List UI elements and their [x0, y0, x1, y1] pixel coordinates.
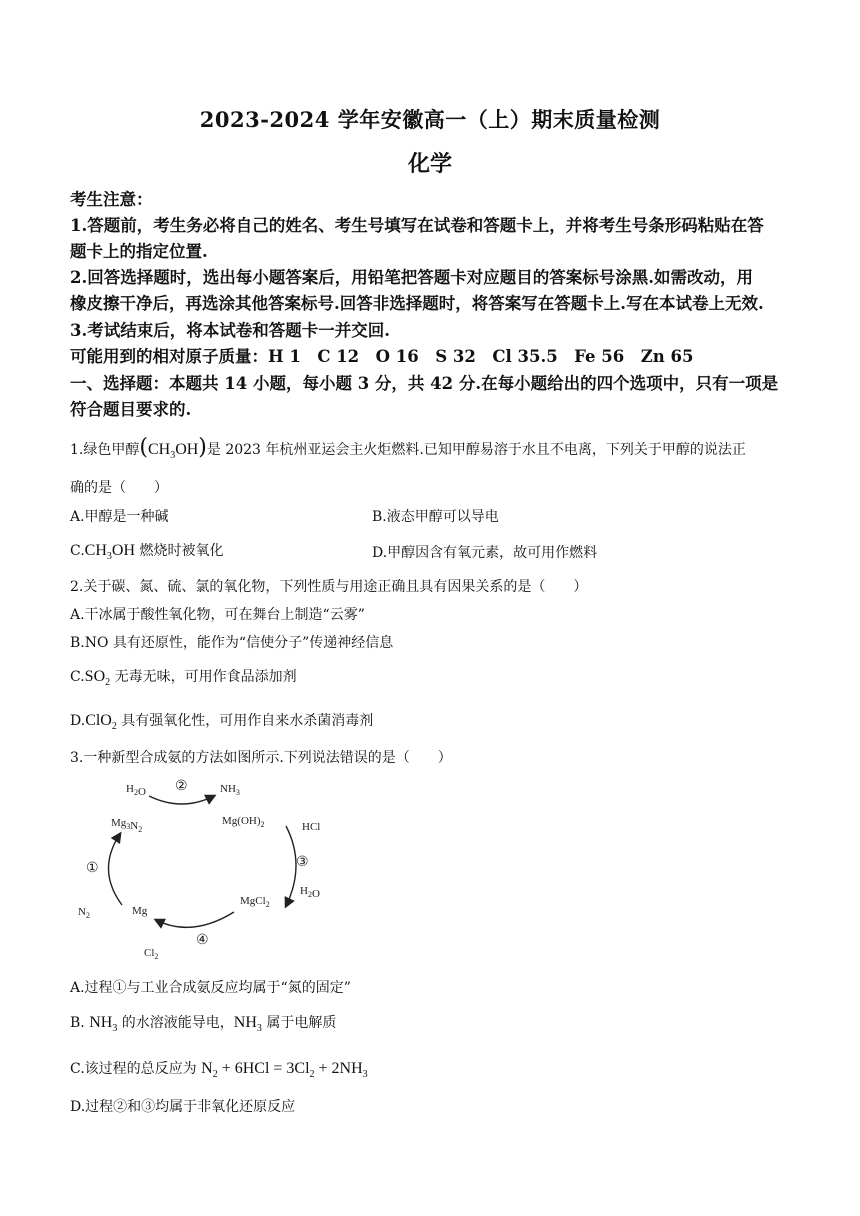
label-mgoh2: $Mg(OH)_2$: [222, 815, 265, 829]
q2-option-a: A.干冰属于酸性氧化物，可在舞台上制造“云雾”: [70, 607, 365, 623]
q3-option-c-equation: $N_2 + 6HCl = 3Cl_2 + 2NH_3$: [201, 1060, 368, 1080]
notice-item-2-line-2: 橡皮擦干净后，再选涂其他答案标号.回答非选择题时，将答案写在答题卡上.写在本试卷上无效.: [70, 294, 764, 313]
label-hcl: HCl: [302, 821, 321, 833]
q1-option-d: D.甲醇因含有氧元素，故可用作燃料: [372, 545, 598, 561]
atomic-mass-line: 可能用到的相对原子质量：H 1 C 12 O 16 S 32 Cl 35.5 Fe 56 Zn 65: [70, 347, 694, 366]
q2-option-d: D.ClO$_2$ 具有强氧化性，可用作自来水杀菌消毒剂: [70, 712, 374, 732]
label-mgcl2: MgCl$_2$: [240, 895, 270, 909]
q2-option-c: $C.SO_2$ 无毒无味，可用作食品添加剂: [70, 668, 297, 688]
label-step-4: ④: [196, 933, 209, 948]
label-cl2: $Cl_2$: [144, 947, 159, 961]
q3-option-b: B. $NH_3$ 的水溶液能导电，$NH_3$ 属于电解质: [70, 1014, 337, 1034]
step2-arrow: [149, 796, 214, 804]
step3-arrow: [286, 826, 296, 906]
q1-stem-prefix: 1.绿色甲醇: [70, 442, 140, 458]
section-1-line-1: 一、选择题：本题共 14 小题，每小题 3 分，共 42 分.在每小题给出的四个选项中，只有一项是: [70, 374, 779, 393]
label-n2: $N_2$: [78, 906, 90, 920]
label-step-1: ①: [86, 861, 99, 876]
subject-title: 化学: [407, 151, 452, 177]
label-mg3n2: $Mg_3N_2$: [111, 817, 143, 834]
q3-option-d: D.过程②和③均属于非氧化还原反应: [70, 1099, 296, 1115]
q3-option-b-formula-1: $NH_3$: [89, 1014, 118, 1034]
exam-title: 2023-2024 学年安徽高一（上）期末质量检测: [199, 107, 661, 132]
q1-option-b: B.液态甲醇可以导电: [372, 509, 499, 525]
label-nh3: $NH_3$: [220, 783, 240, 797]
q1-option-a: A.甲醇是一种碱: [70, 509, 169, 525]
label-step-3: ③: [296, 855, 309, 870]
notice-item-2-line-1: 2.回答选择题时，选出每小题答案后，用铅笔把答题卡对应题目的答案标号涂黑.如需改动，用: [70, 268, 753, 287]
q1-option-c: $C.CH_3OH$ 燃烧时被氧化: [70, 542, 224, 562]
q2-option-b: B.NO 具有还原性，能作为“信使分子”传递神经信息: [70, 635, 394, 651]
q1-stem-line-2: 确的是（ ）: [70, 480, 168, 496]
section-1-line-2: 符合题目要求的.: [70, 400, 192, 419]
q3-stem: 3.一种新型合成氨的方法如图所示.下列说法错误的是（ ）: [70, 750, 452, 766]
notice-item-1-line-2: 题卡上的指定位置.: [70, 242, 208, 261]
q1-option-c-formula: $CH_3OH$: [84, 542, 136, 562]
label-step-2: ②: [175, 779, 188, 794]
q2-option-c-formula: $SO_2$: [84, 668, 111, 688]
notice-heading: 考生注意：: [70, 190, 153, 209]
notice-item-3: 3.考试结束后，将本试卷和答题卡一并交回.: [70, 321, 390, 340]
step4-arrow: [156, 912, 234, 927]
notice-item-1-line-1: 1.答题前，考生务必将自己的姓名、考生号填写在试卷和答题卡上，并将考生号条形码粘贴在答: [70, 216, 764, 235]
ammonia-synthesis-cycle-diagram: [74, 770, 344, 965]
q2-stem: 2.关于碳、氮、硫、氯的氧化物，下列性质与用途正确且具有因果关系的是（ ）: [70, 579, 588, 595]
q2-option-d-formula: ClO$_2$: [85, 712, 117, 732]
q3-option-c: C.该过程的总反应为 $N_2 + 6HCl = 3Cl_2 + 2NH_3$: [70, 1060, 368, 1080]
label-mg: Mg: [132, 905, 148, 917]
q1-stem-line-1: 1.绿色甲醇$(CH_3OH)$是 2023 年杭州亚运会主火炬燃料.已知甲醇易溶于水且不电离，下列关于甲醇的说法正: [70, 435, 746, 461]
q1-stem-suffix: 是 2023 年杭州亚运会主火炬燃料.已知甲醇易溶于水且不电离，下列关于甲醇的说法正: [206, 442, 746, 458]
label-h2o-top: $H_2O$: [126, 783, 146, 798]
q1-formula-ch3oh: $CH_3OH$: [147, 441, 199, 461]
label-h2o-right: $H_2O$: [300, 885, 320, 900]
step1-arrow: [108, 834, 122, 905]
q3-option-a: A.过程①与工业合成氨反应均属于“氮的固定”: [70, 980, 351, 996]
q3-option-b-formula-2: $NH_3$: [233, 1014, 262, 1034]
